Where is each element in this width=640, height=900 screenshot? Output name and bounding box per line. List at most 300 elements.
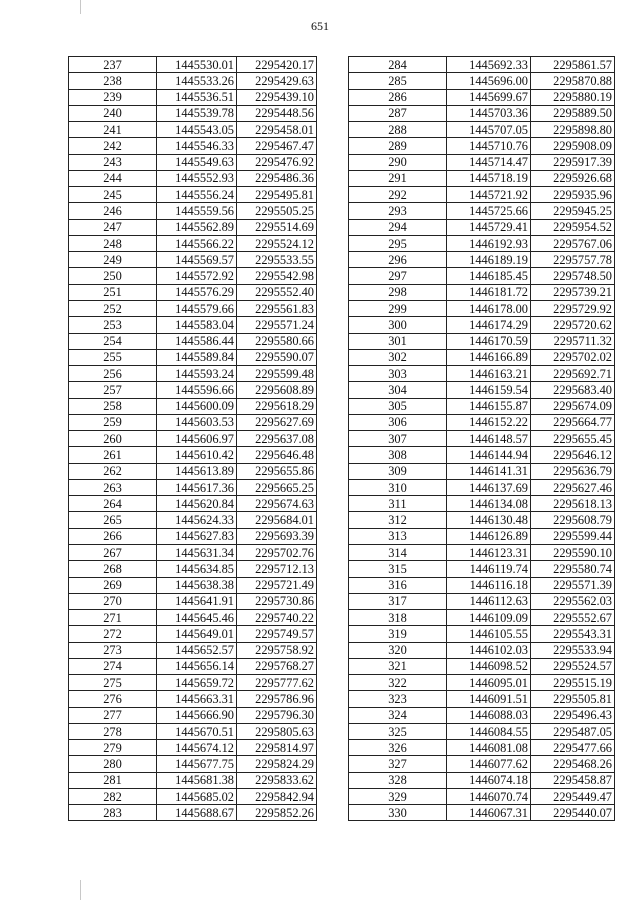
point-number-cell: 267 <box>69 544 157 560</box>
point-number-cell: 295 <box>349 235 447 251</box>
table-row <box>349 122 615 138</box>
table-row <box>349 398 615 414</box>
coordinate-y-cell: 2295683.40 <box>531 382 615 398</box>
coordinate-y-cell: 2295655.45 <box>531 431 615 447</box>
coordinate-x-cell: 1446123.31 <box>447 544 531 560</box>
coordinate-y-cell: 2295908.09 <box>531 138 615 154</box>
coordinate-x-cell: 1446166.89 <box>447 349 531 365</box>
coordinate-x-cell: 1445556.24 <box>157 187 237 203</box>
table-row <box>349 463 615 479</box>
point-number-cell: 320 <box>349 642 447 658</box>
coordinate-y-cell: 2295637.08 <box>237 431 317 447</box>
coordinate-x-cell: 1445652.57 <box>157 642 237 658</box>
point-number-cell: 283 <box>69 805 157 821</box>
point-number-cell: 276 <box>69 691 157 707</box>
point-number-cell: 299 <box>349 300 447 316</box>
coordinate-x-cell: 1446189.19 <box>447 252 531 268</box>
point-number-cell: 290 <box>349 154 447 170</box>
coordinate-x-cell: 1445707.05 <box>447 122 531 138</box>
coordinate-y-cell: 2295842.94 <box>237 788 317 804</box>
coordinate-y-cell: 2295758.92 <box>237 642 317 658</box>
point-number-cell: 259 <box>69 414 157 430</box>
table-row <box>69 658 317 674</box>
coordinate-x-cell: 1446098.52 <box>447 658 531 674</box>
table-row <box>349 154 615 170</box>
coordinate-y-cell: 2295740.22 <box>237 610 317 626</box>
coordinate-x-cell: 1446084.55 <box>447 723 531 739</box>
coordinate-x-cell: 1446155.87 <box>447 398 531 414</box>
coordinate-y-cell: 2295636.79 <box>531 463 615 479</box>
table-row <box>349 740 615 756</box>
point-number-cell: 240 <box>69 105 157 121</box>
table-row <box>69 593 317 609</box>
point-number-cell: 311 <box>349 496 447 512</box>
point-number-cell: 315 <box>349 561 447 577</box>
coordinate-x-cell: 1445543.05 <box>157 122 237 138</box>
point-number-cell: 253 <box>69 317 157 333</box>
coordinate-x-cell: 1445583.04 <box>157 317 237 333</box>
point-number-cell: 281 <box>69 772 157 788</box>
table-row <box>349 57 615 73</box>
coordinate-x-cell: 1445533.26 <box>157 73 237 89</box>
table-row <box>69 496 317 512</box>
point-number-cell: 249 <box>69 252 157 268</box>
coordinate-y-cell: 2295505.81 <box>531 691 615 707</box>
point-number-cell: 280 <box>69 756 157 772</box>
coordinate-y-cell: 2295439.10 <box>237 89 317 105</box>
coordinate-y-cell: 2295684.01 <box>237 512 317 528</box>
coordinate-y-cell: 2295646.48 <box>237 447 317 463</box>
coordinate-y-cell: 2295721.49 <box>237 577 317 593</box>
point-number-cell: 247 <box>69 219 157 235</box>
point-number-cell: 297 <box>349 268 447 284</box>
coordinate-x-cell: 1446192.93 <box>447 235 531 251</box>
table-row <box>69 544 317 560</box>
point-number-cell: 287 <box>349 105 447 121</box>
coordinate-x-cell: 1445663.31 <box>157 691 237 707</box>
coordinate-y-cell: 2295739.21 <box>531 284 615 300</box>
table-row <box>349 170 615 186</box>
coordinate-y-cell: 2295562.03 <box>531 593 615 609</box>
point-number-cell: 330 <box>349 805 447 821</box>
table-row <box>69 317 317 333</box>
coordinate-x-cell: 1446070.74 <box>447 788 531 804</box>
point-number-cell: 282 <box>69 788 157 804</box>
coordinate-x-cell: 1446088.03 <box>447 707 531 723</box>
table-row <box>349 382 615 398</box>
coordinate-x-cell: 1446174.29 <box>447 317 531 333</box>
table-row <box>69 479 317 495</box>
coordinate-y-cell: 2295711.32 <box>531 333 615 349</box>
coordinate-x-cell: 1445549.63 <box>157 154 237 170</box>
coordinate-y-cell: 2295674.63 <box>237 496 317 512</box>
coordinate-x-cell: 1445714.47 <box>447 154 531 170</box>
coordinate-x-cell: 1445624.33 <box>157 512 237 528</box>
coordinate-y-cell: 2295486.36 <box>237 170 317 186</box>
coordinate-y-cell: 2295440.07 <box>531 805 615 821</box>
coordinate-y-cell: 2295543.31 <box>531 626 615 642</box>
point-number-cell: 293 <box>349 203 447 219</box>
point-number-cell: 325 <box>349 723 447 739</box>
coordinate-y-cell: 2295580.74 <box>531 561 615 577</box>
point-number-cell: 304 <box>349 382 447 398</box>
coordinate-x-cell: 1446091.51 <box>447 691 531 707</box>
table-row <box>69 252 317 268</box>
table-row <box>69 740 317 756</box>
coordinate-y-cell: 2295495.81 <box>237 187 317 203</box>
coordinate-x-cell: 1446141.31 <box>447 463 531 479</box>
coordinate-x-cell: 1445566.22 <box>157 235 237 251</box>
coordinate-y-cell: 2295571.39 <box>531 577 615 593</box>
coordinate-y-cell: 2295664.77 <box>531 414 615 430</box>
coordinate-x-cell: 1445606.97 <box>157 431 237 447</box>
table-row <box>349 675 615 691</box>
table-row <box>69 398 317 414</box>
table-row <box>69 382 317 398</box>
table-row <box>69 610 317 626</box>
coordinate-y-cell: 2295448.56 <box>237 105 317 121</box>
coordinate-x-cell: 1446109.09 <box>447 610 531 626</box>
table-row <box>69 89 317 105</box>
table-row <box>349 187 615 203</box>
coordinate-x-cell: 1446185.45 <box>447 268 531 284</box>
point-number-cell: 266 <box>69 528 157 544</box>
coordinate-y-cell: 2295702.76 <box>237 544 317 560</box>
coordinate-x-cell: 1446170.59 <box>447 333 531 349</box>
coordinate-y-cell: 2295429.63 <box>237 73 317 89</box>
point-number-cell: 262 <box>69 463 157 479</box>
table-row <box>69 675 317 691</box>
table-row <box>69 772 317 788</box>
point-number-cell: 264 <box>69 496 157 512</box>
point-number-cell: 248 <box>69 235 157 251</box>
point-number-cell: 273 <box>69 642 157 658</box>
coordinate-y-cell: 2295935.96 <box>531 187 615 203</box>
coordinate-x-cell: 1445576.29 <box>157 284 237 300</box>
coordinate-x-cell: 1446159.54 <box>447 382 531 398</box>
point-number-cell: 243 <box>69 154 157 170</box>
coordinate-x-cell: 1445536.51 <box>157 89 237 105</box>
point-number-cell: 268 <box>69 561 157 577</box>
point-number-cell: 298 <box>349 284 447 300</box>
point-number-cell: 312 <box>349 512 447 528</box>
coordinate-x-cell: 1445620.84 <box>157 496 237 512</box>
coordinate-y-cell: 2295561.83 <box>237 300 317 316</box>
coordinate-y-cell: 2295870.88 <box>531 73 615 89</box>
table-row <box>69 268 317 284</box>
point-number-cell: 301 <box>349 333 447 349</box>
point-number-cell: 242 <box>69 138 157 154</box>
point-number-cell: 241 <box>69 122 157 138</box>
table-row <box>69 723 317 739</box>
point-number-cell: 265 <box>69 512 157 528</box>
table-row <box>349 772 615 788</box>
coordinate-y-cell: 2295608.79 <box>531 512 615 528</box>
table-row <box>349 610 615 626</box>
point-number-cell: 319 <box>349 626 447 642</box>
table-row <box>69 105 317 121</box>
table-row <box>349 723 615 739</box>
coordinate-y-cell: 2295468.26 <box>531 756 615 772</box>
table-row <box>69 187 317 203</box>
point-number-cell: 296 <box>349 252 447 268</box>
table-row <box>69 512 317 528</box>
coordinate-y-cell: 2295533.55 <box>237 252 317 268</box>
coordinate-y-cell: 2295524.57 <box>531 658 615 674</box>
point-number-cell: 303 <box>349 366 447 382</box>
coordinate-y-cell: 2295590.10 <box>531 544 615 560</box>
coordinate-x-cell: 1445710.76 <box>447 138 531 154</box>
coordinate-y-cell: 2295777.62 <box>237 675 317 691</box>
point-number-cell: 275 <box>69 675 157 691</box>
table-row <box>69 561 317 577</box>
coordinate-y-cell: 2295729.92 <box>531 300 615 316</box>
table-row <box>349 333 615 349</box>
point-number-cell: 302 <box>349 349 447 365</box>
table-row <box>349 414 615 430</box>
table-row <box>349 252 615 268</box>
coordinate-x-cell: 1445729.41 <box>447 219 531 235</box>
coordinate-x-cell: 1445699.67 <box>447 89 531 105</box>
table-row <box>69 235 317 251</box>
coordinate-y-cell: 2295665.25 <box>237 479 317 495</box>
table-row <box>349 284 615 300</box>
table-row <box>349 300 615 316</box>
point-number-cell: 278 <box>69 723 157 739</box>
point-number-cell: 254 <box>69 333 157 349</box>
coordinate-y-cell: 2295627.46 <box>531 479 615 495</box>
coordinate-x-cell: 1445685.02 <box>157 788 237 804</box>
margin-mark-bottom <box>80 880 81 900</box>
coordinate-x-cell: 1445631.34 <box>157 544 237 560</box>
table-row <box>349 138 615 154</box>
table-row <box>349 658 615 674</box>
coordinate-x-cell: 1446178.00 <box>447 300 531 316</box>
table-row <box>69 154 317 170</box>
table-row <box>349 593 615 609</box>
table-row <box>69 73 317 89</box>
table-row <box>69 577 317 593</box>
page-number: 651 <box>311 19 329 33</box>
coordinate-y-cell: 2295712.13 <box>237 561 317 577</box>
coordinate-x-cell: 1445546.33 <box>157 138 237 154</box>
point-number-cell: 313 <box>349 528 447 544</box>
coordinate-x-cell: 1445569.57 <box>157 252 237 268</box>
point-number-cell: 288 <box>349 122 447 138</box>
point-number-cell: 271 <box>69 610 157 626</box>
table-row <box>349 544 615 560</box>
coordinate-x-cell: 1446105.55 <box>447 626 531 642</box>
coordinate-y-cell: 2295590.07 <box>237 349 317 365</box>
coordinate-y-cell: 2295767.06 <box>531 235 615 251</box>
point-number-cell: 261 <box>69 447 157 463</box>
point-number-cell: 260 <box>69 431 157 447</box>
table-row <box>349 73 615 89</box>
coordinate-table-right <box>348 56 615 821</box>
coordinate-y-cell: 2295515.19 <box>531 675 615 691</box>
point-number-cell: 289 <box>349 138 447 154</box>
coordinate-x-cell: 1445645.46 <box>157 610 237 626</box>
coordinate-y-cell: 2295542.98 <box>237 268 317 284</box>
coordinate-x-cell: 1445670.51 <box>157 723 237 739</box>
coordinate-y-cell: 2295852.26 <box>237 805 317 821</box>
point-number-cell: 237 <box>69 57 157 73</box>
table-row <box>349 431 615 447</box>
coordinate-y-cell: 2295467.47 <box>237 138 317 154</box>
table-row <box>349 447 615 463</box>
point-number-cell: 322 <box>349 675 447 691</box>
coordinate-y-cell: 2295646.12 <box>531 447 615 463</box>
coordinate-y-cell: 2295824.29 <box>237 756 317 772</box>
coordinate-y-cell: 2295580.66 <box>237 333 317 349</box>
point-number-cell: 324 <box>349 707 447 723</box>
coordinate-x-cell: 1445613.89 <box>157 463 237 479</box>
coordinate-y-cell: 2295702.02 <box>531 349 615 365</box>
table-row <box>69 788 317 804</box>
coordinate-y-cell: 2295796.30 <box>237 707 317 723</box>
coordinate-x-cell: 1446134.08 <box>447 496 531 512</box>
table-row <box>349 512 615 528</box>
point-number-cell: 309 <box>349 463 447 479</box>
coordinate-y-cell: 2295458.87 <box>531 772 615 788</box>
point-number-cell: 269 <box>69 577 157 593</box>
table-row <box>69 691 317 707</box>
coordinate-x-cell: 1446119.74 <box>447 561 531 577</box>
point-number-cell: 316 <box>349 577 447 593</box>
coordinate-x-cell: 1445696.00 <box>447 73 531 89</box>
coordinate-x-cell: 1445677.75 <box>157 756 237 772</box>
coordinate-x-cell: 1445721.92 <box>447 187 531 203</box>
table-row <box>349 756 615 772</box>
point-number-cell: 251 <box>69 284 157 300</box>
coordinate-x-cell: 1445610.42 <box>157 447 237 463</box>
coordinate-y-cell: 2295524.12 <box>237 235 317 251</box>
point-number-cell: 279 <box>69 740 157 756</box>
coordinate-y-cell: 2295757.78 <box>531 252 615 268</box>
coordinate-y-cell: 2295917.39 <box>531 154 615 170</box>
coordinate-x-cell: 1445666.90 <box>157 707 237 723</box>
point-number-cell: 292 <box>349 187 447 203</box>
coordinate-x-cell: 1445641.91 <box>157 593 237 609</box>
point-number-cell: 239 <box>69 89 157 105</box>
table-row <box>69 756 317 772</box>
coordinate-x-cell: 1446112.63 <box>447 593 531 609</box>
point-number-cell: 255 <box>69 349 157 365</box>
table-row <box>69 447 317 463</box>
coordinate-x-cell: 1445634.85 <box>157 561 237 577</box>
coordinate-x-cell: 1446152.22 <box>447 414 531 430</box>
table-row <box>349 89 615 105</box>
point-number-cell: 326 <box>349 740 447 756</box>
coordinate-x-cell: 1445718.19 <box>447 170 531 186</box>
point-number-cell: 284 <box>349 57 447 73</box>
coordinate-y-cell: 2295880.19 <box>531 89 615 105</box>
coordinate-x-cell: 1446163.21 <box>447 366 531 382</box>
coordinate-x-cell: 1446181.72 <box>447 284 531 300</box>
coordinate-y-cell: 2295655.86 <box>237 463 317 479</box>
coordinate-y-cell: 2295571.24 <box>237 317 317 333</box>
coordinate-y-cell: 2295487.05 <box>531 723 615 739</box>
coordinate-y-cell: 2295599.44 <box>531 528 615 544</box>
point-number-cell: 257 <box>69 382 157 398</box>
table-row <box>349 105 615 121</box>
coordinate-x-cell: 1445530.01 <box>157 57 237 73</box>
point-number-cell: 252 <box>69 300 157 316</box>
point-number-cell: 256 <box>69 366 157 382</box>
table-row <box>349 317 615 333</box>
coordinate-y-cell: 2295458.01 <box>237 122 317 138</box>
coordinate-x-cell: 1446102.03 <box>447 642 531 658</box>
point-number-cell: 314 <box>349 544 447 560</box>
coordinate-y-cell: 2295477.66 <box>531 740 615 756</box>
coordinate-y-cell: 2295552.40 <box>237 284 317 300</box>
point-number-cell: 305 <box>349 398 447 414</box>
coordinate-x-cell: 1446074.18 <box>447 772 531 788</box>
coordinate-x-cell: 1445562.89 <box>157 219 237 235</box>
coordinate-y-cell: 2295599.48 <box>237 366 317 382</box>
coordinate-x-cell: 1445589.84 <box>157 349 237 365</box>
table-row <box>69 707 317 723</box>
point-number-cell: 328 <box>349 772 447 788</box>
coordinate-x-cell: 1446130.48 <box>447 512 531 528</box>
table-row <box>349 707 615 723</box>
coordinate-x-cell: 1445725.66 <box>447 203 531 219</box>
coordinate-y-cell: 2295945.25 <box>531 203 615 219</box>
coordinate-y-cell: 2295805.63 <box>237 723 317 739</box>
table-row <box>349 219 615 235</box>
table-row <box>349 528 615 544</box>
point-number-cell: 244 <box>69 170 157 186</box>
coordinate-y-cell: 2295608.89 <box>237 382 317 398</box>
point-number-cell: 274 <box>69 658 157 674</box>
point-number-cell: 300 <box>349 317 447 333</box>
point-number-cell: 307 <box>349 431 447 447</box>
table-row <box>69 414 317 430</box>
coordinate-x-cell: 1445659.72 <box>157 675 237 691</box>
point-number-cell: 294 <box>349 219 447 235</box>
coordinate-y-cell: 2295533.94 <box>531 642 615 658</box>
table-row <box>349 235 615 251</box>
table-row <box>69 170 317 186</box>
table-row <box>349 577 615 593</box>
coordinate-y-cell: 2295730.86 <box>237 593 317 609</box>
point-number-cell: 285 <box>349 73 447 89</box>
point-number-cell: 306 <box>349 414 447 430</box>
coordinate-x-cell: 1445627.83 <box>157 528 237 544</box>
coordinate-y-cell: 2295505.25 <box>237 203 317 219</box>
coordinate-x-cell: 1445539.78 <box>157 105 237 121</box>
coordinate-y-cell: 2295748.50 <box>531 268 615 284</box>
point-number-cell: 310 <box>349 479 447 495</box>
coordinate-x-cell: 1445617.36 <box>157 479 237 495</box>
table-row <box>69 805 317 821</box>
coordinate-x-cell: 1445593.24 <box>157 366 237 382</box>
coordinate-x-cell: 1446144.94 <box>447 447 531 463</box>
coordinate-y-cell: 2295749.57 <box>237 626 317 642</box>
coordinate-x-cell: 1445603.53 <box>157 414 237 430</box>
coordinate-x-cell: 1446148.57 <box>447 431 531 447</box>
coordinate-y-cell: 2295514.69 <box>237 219 317 235</box>
point-number-cell: 329 <box>349 788 447 804</box>
point-number-cell: 258 <box>69 398 157 414</box>
coordinate-x-cell: 1446137.69 <box>447 479 531 495</box>
table-row <box>69 219 317 235</box>
coordinate-y-cell: 2295496.43 <box>531 707 615 723</box>
coordinate-x-cell: 1445681.38 <box>157 772 237 788</box>
table-row <box>349 788 615 804</box>
point-number-cell: 327 <box>349 756 447 772</box>
point-number-cell: 246 <box>69 203 157 219</box>
